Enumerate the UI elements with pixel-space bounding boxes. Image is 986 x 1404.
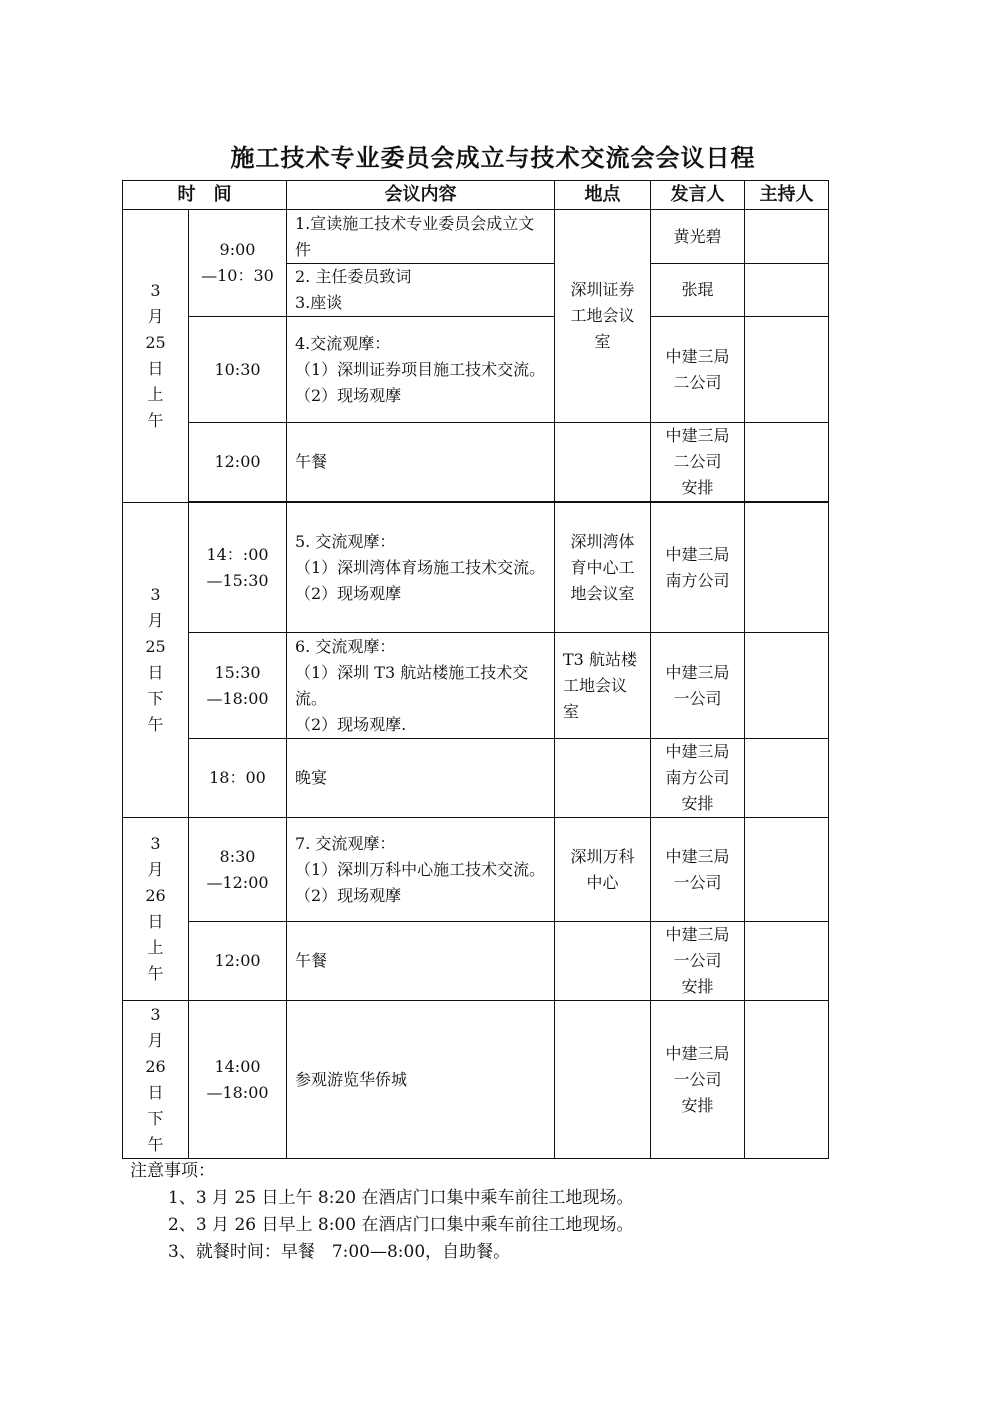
- time-cell: 10:30: [189, 317, 287, 423]
- header-time: 时 间: [123, 181, 287, 210]
- table-row: [123, 423, 829, 502]
- content-cell: 4.交流观摩： （1）深圳证券项目施工技术交流。 （2）现场观摩: [287, 317, 555, 423]
- header-speaker: 发言人: [651, 181, 745, 210]
- host-cell: [745, 423, 829, 502]
- header-row: [123, 181, 829, 210]
- content-cell: 5. 交流观摩： （1）深圳湾体育场施工技术交流。 （2）现场观摩: [287, 503, 555, 633]
- location-cell: [555, 739, 651, 818]
- time-cell: 12:00: [189, 922, 287, 1001]
- content-cell: 晚宴: [287, 739, 555, 818]
- content-cell: 午餐: [287, 922, 555, 1001]
- time-cell: 14：:00 —15:30: [189, 503, 287, 633]
- table-row: [123, 922, 829, 1001]
- speaker-cell: 中建三局 一公司 安排: [651, 922, 745, 1001]
- speaker-cell: 中建三局 南方公司 安排: [651, 739, 745, 818]
- speaker-cell: 中建三局 一公司 安排: [651, 1001, 745, 1159]
- host-cell: [745, 317, 829, 423]
- notes-section: [130, 1158, 633, 1266]
- host-cell: [745, 210, 829, 264]
- time-cell: 8:30 —12:00: [189, 818, 287, 922]
- location-cell: [555, 423, 651, 502]
- content-cell: 2. 主任委员致词 3.座谈: [287, 264, 555, 317]
- speaker-cell: 张琨: [651, 264, 745, 317]
- location-cell: 深圳万科 中心: [555, 818, 651, 922]
- host-cell: [745, 633, 829, 739]
- page-title: 施工技术专业委员会成立与技术交流会会议日程: [230, 143, 756, 172]
- speaker-cell: 中建三局 一公司: [651, 633, 745, 739]
- table-row: [123, 633, 829, 739]
- header-location: 地点: [555, 181, 651, 210]
- time-cell: 14:00 —18:00: [189, 1001, 287, 1159]
- note-item: 2、3 月 26 日早上 8:00 在酒店门口集中乘车前往工地现场。: [168, 1215, 634, 1235]
- day-label-d1pm: 3 月 25 日 下 午: [123, 503, 189, 818]
- table-row: [123, 503, 829, 633]
- header-content: 会议内容: [287, 181, 555, 210]
- table-row: [123, 818, 829, 922]
- speaker-cell: 中建三局 南方公司: [651, 503, 745, 633]
- note-item: 1、3 月 25 日上午 8:20 在酒店门口集中乘车前往工地现场。: [168, 1188, 634, 1208]
- day-label-d2pm: 3 月 26 日 下 午: [123, 1001, 189, 1159]
- host-cell: [745, 818, 829, 922]
- speaker-cell: 中建三局 二公司 安排: [651, 423, 745, 502]
- table-row: [123, 317, 829, 423]
- header-host: 主持人: [745, 181, 829, 210]
- time-cell: 12:00: [189, 423, 287, 502]
- time-cell: 18：00: [189, 739, 287, 818]
- table-row: [123, 1001, 829, 1159]
- content-cell: 1.宣读施工技术专业委员会成立文件: [287, 210, 555, 264]
- host-cell: [745, 503, 829, 633]
- location-cell: [555, 1001, 651, 1159]
- content-cell: 午餐: [287, 423, 555, 502]
- time-cell: 9:00 —10：30: [189, 210, 287, 317]
- speaker-cell: 中建三局 一公司: [651, 818, 745, 922]
- day-label-d2am: 3 月 26 日 上 午: [123, 818, 189, 1001]
- location-cell: [555, 922, 651, 1001]
- table-row: [123, 210, 829, 264]
- speaker-cell: 中建三局 二公司: [651, 317, 745, 423]
- location-cell: 深圳证券 工地会议 室: [555, 210, 651, 423]
- content-cell: 参观游览华侨城: [287, 1001, 555, 1159]
- location-cell: 深圳湾体 育中心工 地会议室: [555, 503, 651, 633]
- note-item: 3、就餐时间：早餐 7:00—8:00，自助餐。: [168, 1242, 511, 1262]
- host-cell: [745, 739, 829, 818]
- table-row: [123, 739, 829, 818]
- speaker-cell: 黄光碧: [651, 210, 745, 264]
- content-cell: 6. 交流观摩： （1）深圳 T3 航站楼施工技术交流。 （2）现场观摩.: [287, 633, 555, 739]
- schedule-table: [122, 180, 829, 1159]
- notes-heading: 注意事项：: [130, 1161, 215, 1181]
- content-cell: 7. 交流观摩： （1）深圳万科中心施工技术交流。 （2）现场观摩: [287, 818, 555, 922]
- location-cell: T3 航站楼 工地会议 室: [555, 633, 651, 739]
- host-cell: [745, 264, 829, 317]
- day-label-d1am: 3 月 25 日 上 午: [123, 210, 189, 503]
- host-cell: [745, 1001, 829, 1159]
- time-cell: 15:30 —18:00: [189, 633, 287, 739]
- host-cell: [745, 922, 829, 1001]
